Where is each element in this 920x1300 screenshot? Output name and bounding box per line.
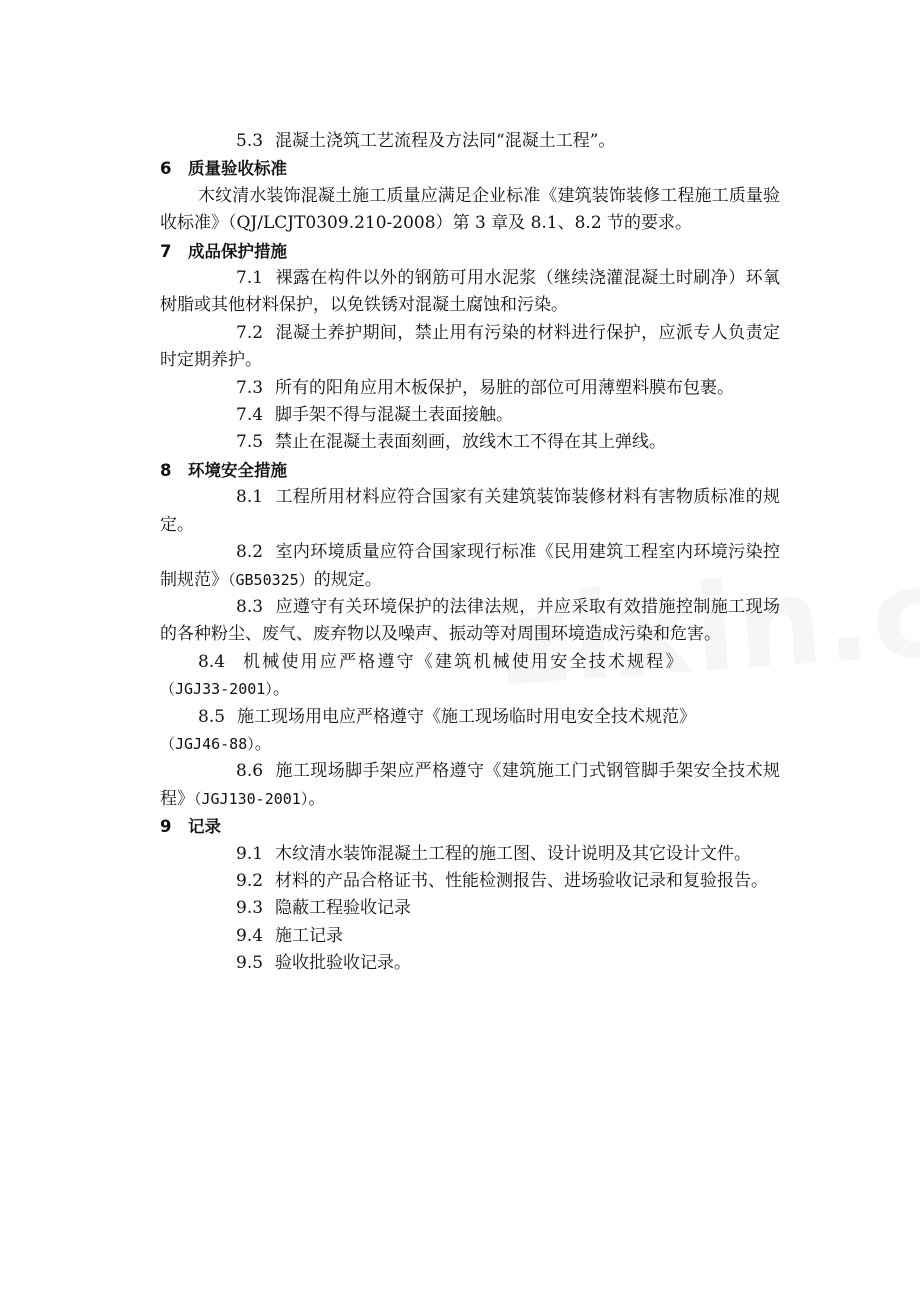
clause-number: 8.5: [198, 706, 226, 727]
section-number: 7: [160, 241, 172, 261]
clause-number: 9.1: [236, 843, 264, 864]
clause-number: 8.1: [236, 487, 264, 508]
clause-text: 施工现场脚手架应严格遵守《建筑施工门式钢管脚手架安全技术规程》: [160, 761, 780, 809]
clause-text: 脚手架不得与混凝土表面接触。: [275, 405, 514, 426]
clause-number: 8.6: [236, 761, 264, 782]
clause-text: 混凝土浇筑工艺流程及方法同“混凝土工程”。: [275, 131, 616, 151]
clause-text-end: 的规定。: [313, 569, 382, 590]
clause-7-4: [160, 402, 780, 429]
clause-8-2: [160, 539, 780, 594]
clause-text: 隐蔽工程验收记录: [275, 898, 412, 919]
clause-7-3: [160, 375, 780, 402]
clause-7-2: [160, 320, 780, 375]
clause-text: 材料的产品合格证书、性能检测报告、进场验收记录和复验报告。: [275, 870, 769, 891]
section-heading-8: [160, 457, 780, 484]
standard-code: （JGJ46-88）: [160, 734, 255, 753]
clause-tail: 。: [254, 733, 272, 754]
clause-text: 施工现场用电应严格遵守《施工现场临时用电安全技术规范》: [237, 706, 697, 727]
section-number: 9: [160, 817, 172, 837]
clause-tail: 。: [308, 788, 326, 809]
clause-9-1: [160, 841, 780, 868]
section-number: 6: [160, 159, 172, 179]
clause-8-3: [160, 594, 780, 649]
clause-8-5: [160, 704, 780, 759]
section-title: 环境安全措施: [188, 460, 287, 480]
clause-text: 机械使用应严格遵守《建筑机械使用安全技术规程》: [243, 651, 685, 672]
clause-tail: 。: [272, 679, 290, 700]
section-title: 质量验收标准: [188, 159, 287, 179]
clause-number: 5.3: [236, 131, 264, 151]
clause-number: 7.2: [236, 322, 264, 343]
clause-number: 9.2: [236, 870, 264, 891]
standard-code: （GB50325）: [228, 570, 314, 589]
section-heading-7: [160, 238, 780, 265]
clause-number: 9.5: [236, 953, 264, 974]
standard-code: （JGJ130-2001）: [194, 789, 309, 808]
clause-number: 7.3: [236, 377, 264, 398]
clause-9-3: [160, 895, 780, 922]
clause-7-1: [160, 265, 780, 320]
clause-8-6: [160, 758, 780, 813]
clause-text: 木纹清水装饰混凝土工程的施工图、设计说明及其它设计文件。: [275, 843, 752, 864]
clause-number: 7.5: [236, 432, 264, 453]
clause-text: 验收批验收记录。: [275, 953, 412, 974]
section-6-paragraph: 木纹清水装饰混凝土施工质量应满足企业标准《建筑装饰装修工程施工质量验收标准》（QJ/LCJT0309.210-2008）第 3 章及 8.1、8.2 节的要求。: [160, 185, 780, 234]
clause-9-2: [160, 868, 780, 895]
section-heading-9: [160, 813, 780, 840]
clause-number: 9.4: [236, 925, 264, 946]
clause-text: 施工记录: [275, 925, 344, 946]
clause-text: 混凝土养护期间，禁止用有污染的材料进行保护，应派专人负责定时定期养护。: [160, 322, 780, 371]
clause-number: 7.4: [236, 405, 264, 426]
section-title: 记录: [188, 817, 221, 837]
clause-number: 8.3: [236, 596, 264, 617]
clause-number: 8.4: [198, 651, 226, 672]
clause-8-4: [160, 649, 780, 704]
clause-9-5: [160, 950, 780, 977]
clause-9-4: [160, 923, 780, 950]
section-heading-6: [160, 155, 780, 182]
clause-text: 禁止在混凝土表面刻画，放线木工不得在其上弹线。: [275, 432, 667, 453]
clause-5-3: [160, 128, 780, 155]
standard-code: （JGJ33-2001）: [160, 680, 273, 699]
document-body: [160, 128, 780, 978]
clause-text: 工程所用材料应符合国家有关建筑装饰装修材料有害物质标准的规定。: [160, 487, 780, 535]
clause-7-5: [160, 429, 780, 456]
section-number: 8: [160, 460, 172, 480]
clause-number: 8.2: [236, 542, 264, 563]
clause-8-1: [160, 484, 780, 539]
clause-text: 应遵守有关环境保护的法律法规，并应采取有效措施控制施工现场的各种粉尘、废气、废弃物以及噪声、振动等对周围环境造成污染和危害。: [160, 596, 780, 645]
clause-text: 裸露在构件以外的钢筋可用水泥浆（继续浇灌混凝土时刷净）环氧树脂或其他材料保护，以免铁锈对混凝土腐蚀和污染。: [160, 268, 780, 316]
clause-text: 所有的阳角应用木板保护，易脏的部位可用薄塑料膜布包裹。: [275, 377, 735, 398]
clause-number: 9.3: [236, 898, 264, 919]
clause-number: 7.1: [236, 268, 264, 289]
section-title: 成品保护措施: [188, 241, 287, 261]
clause-text: 室内环境质量应符合国家现行标准《民用建筑工程室内环境污染控制规范》: [160, 542, 780, 590]
